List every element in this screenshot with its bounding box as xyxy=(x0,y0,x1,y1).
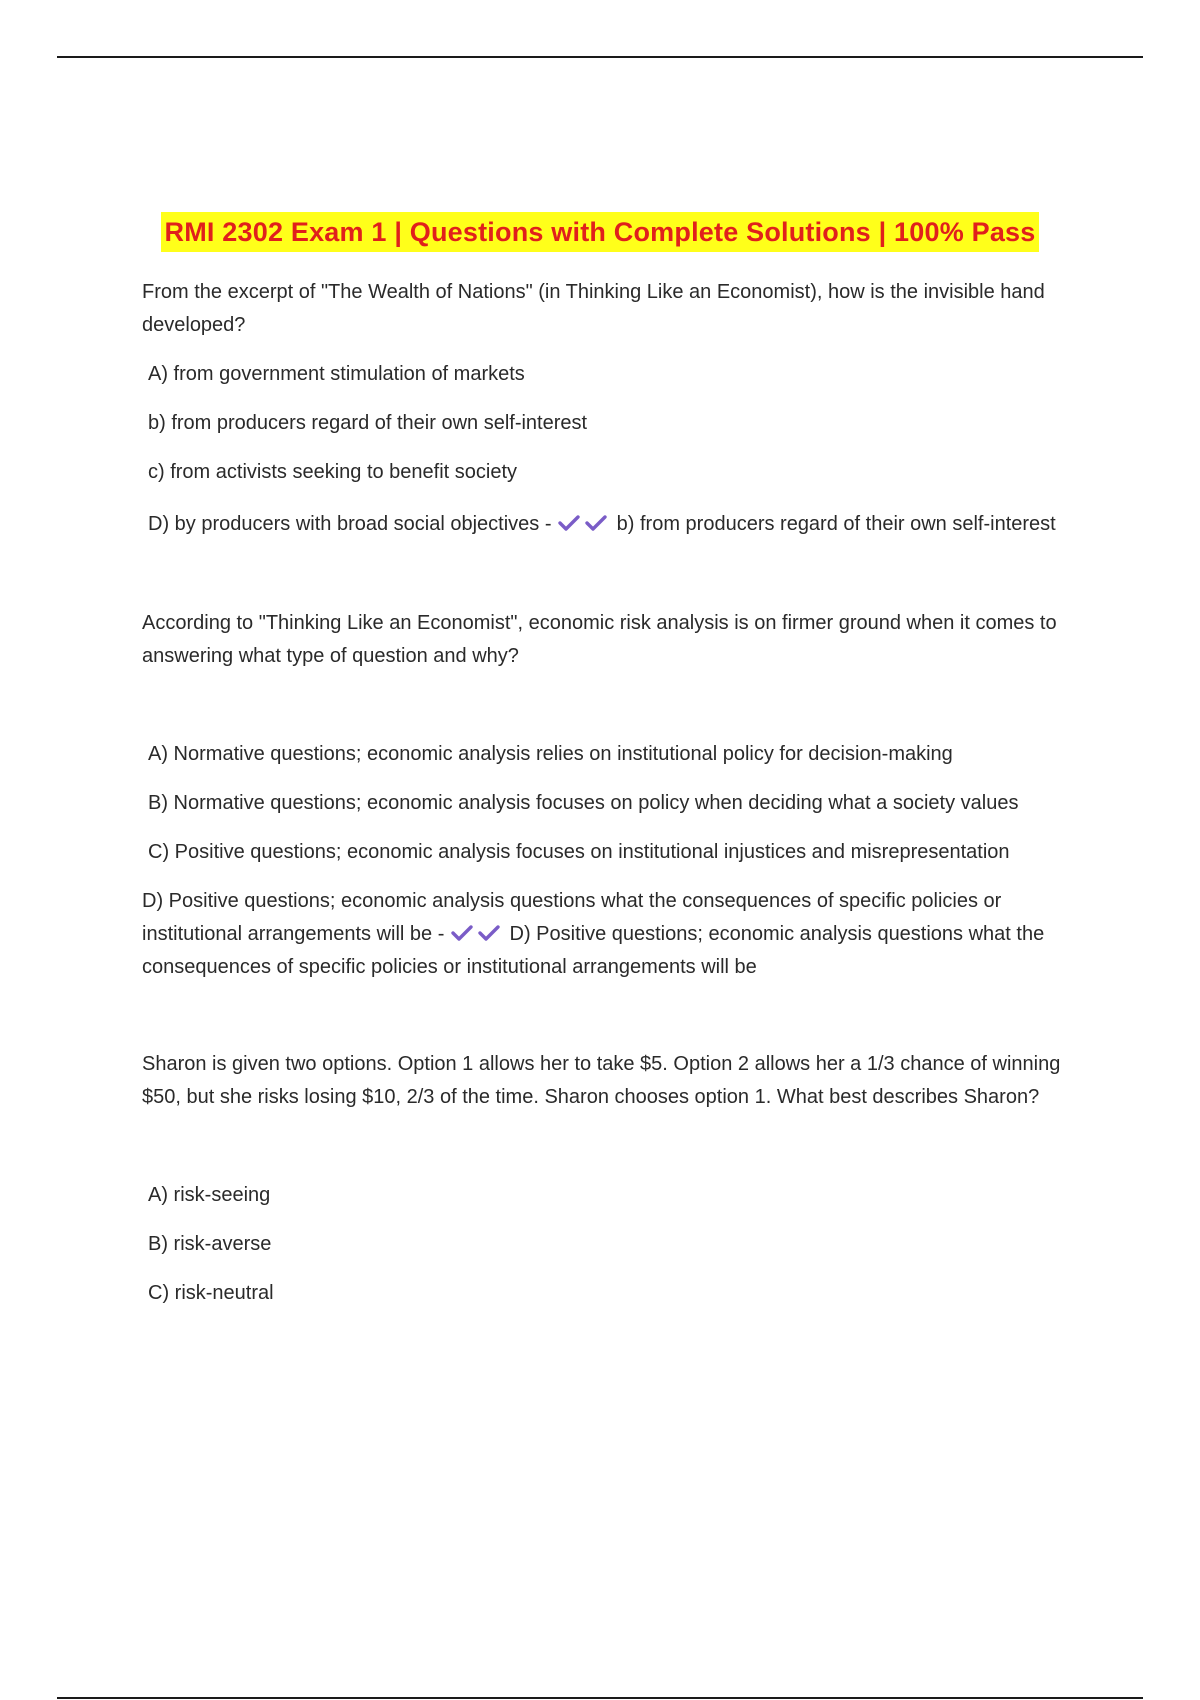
question-1-option-a: A) from government stimulation of markets xyxy=(148,363,525,385)
question-2-option-a: A) Normative questions; economic analysis relies on institutional policy for decision-making xyxy=(148,743,953,765)
question-1-option-b: b) from producers regard of their own self-interest xyxy=(148,412,588,434)
question-2-correct-answer: D) Positive questions; economic analysis questions what the consequences of specific policies or institutional arrangements will be xyxy=(142,923,1045,978)
question-2-answer-line xyxy=(142,885,1072,984)
question-3-option-a: A) risk-seeing xyxy=(148,1184,271,1206)
question-3-option-c: C) risk-neutral xyxy=(148,1282,274,1304)
question-2-option-b: B) Normative questions; economic analysis focuses on policy when deciding what a society values xyxy=(148,792,1019,814)
title-block xyxy=(0,212,1200,252)
question-1-correct-answer: b) from producers regard of their own self-interest xyxy=(616,513,1056,535)
question-3-option-b: B) risk-averse xyxy=(148,1233,272,1255)
page-bottom-rule xyxy=(57,1697,1143,1699)
question-2-stem: According to "Thinking Like an Economist", economic risk analysis is on firmer ground when it comes to answering what type of question and why? xyxy=(142,612,1057,667)
question-1 xyxy=(142,276,1072,541)
question-1-option-d: D) by producers with broad social objectives - xyxy=(148,513,552,535)
question-2-option-d: D) Positive questions; economic analysis questions what the consequences of specific policies or institutional arrangements will be - xyxy=(142,890,1002,945)
question-2 xyxy=(142,607,1072,984)
check-mark-icon xyxy=(557,513,581,533)
check-mark-icon xyxy=(477,923,501,943)
questions-content xyxy=(142,276,1072,1310)
question-1-option-c: c) from activists seeking to benefit society xyxy=(148,461,518,483)
document-title: RMI 2302 Exam 1 | Questions with Complete Solutions | 100% Pass xyxy=(161,212,1040,252)
question-2-option-c: C) Positive questions; economic analysis focuses on institutional injustices and misrepresentation xyxy=(148,841,1010,863)
question-3-stem: Sharon is given two options. Option 1 allows her to take $5. Option 2 allows her a 1/3 chance of winning $50, but she risks losing $10, 2/3 of the time. Sharon chooses option 1. What best describes Sharon? xyxy=(142,1053,1061,1108)
question-1-stem: From the excerpt of "The Wealth of Nations" (in Thinking Like an Economist), how is the invisible hand developed? xyxy=(142,281,1045,336)
check-mark-icon xyxy=(450,923,474,943)
question-1-answer-line xyxy=(142,508,1072,541)
check-mark-icon xyxy=(584,513,608,533)
page-top-rule xyxy=(57,56,1143,58)
question-3 xyxy=(142,1048,1072,1310)
